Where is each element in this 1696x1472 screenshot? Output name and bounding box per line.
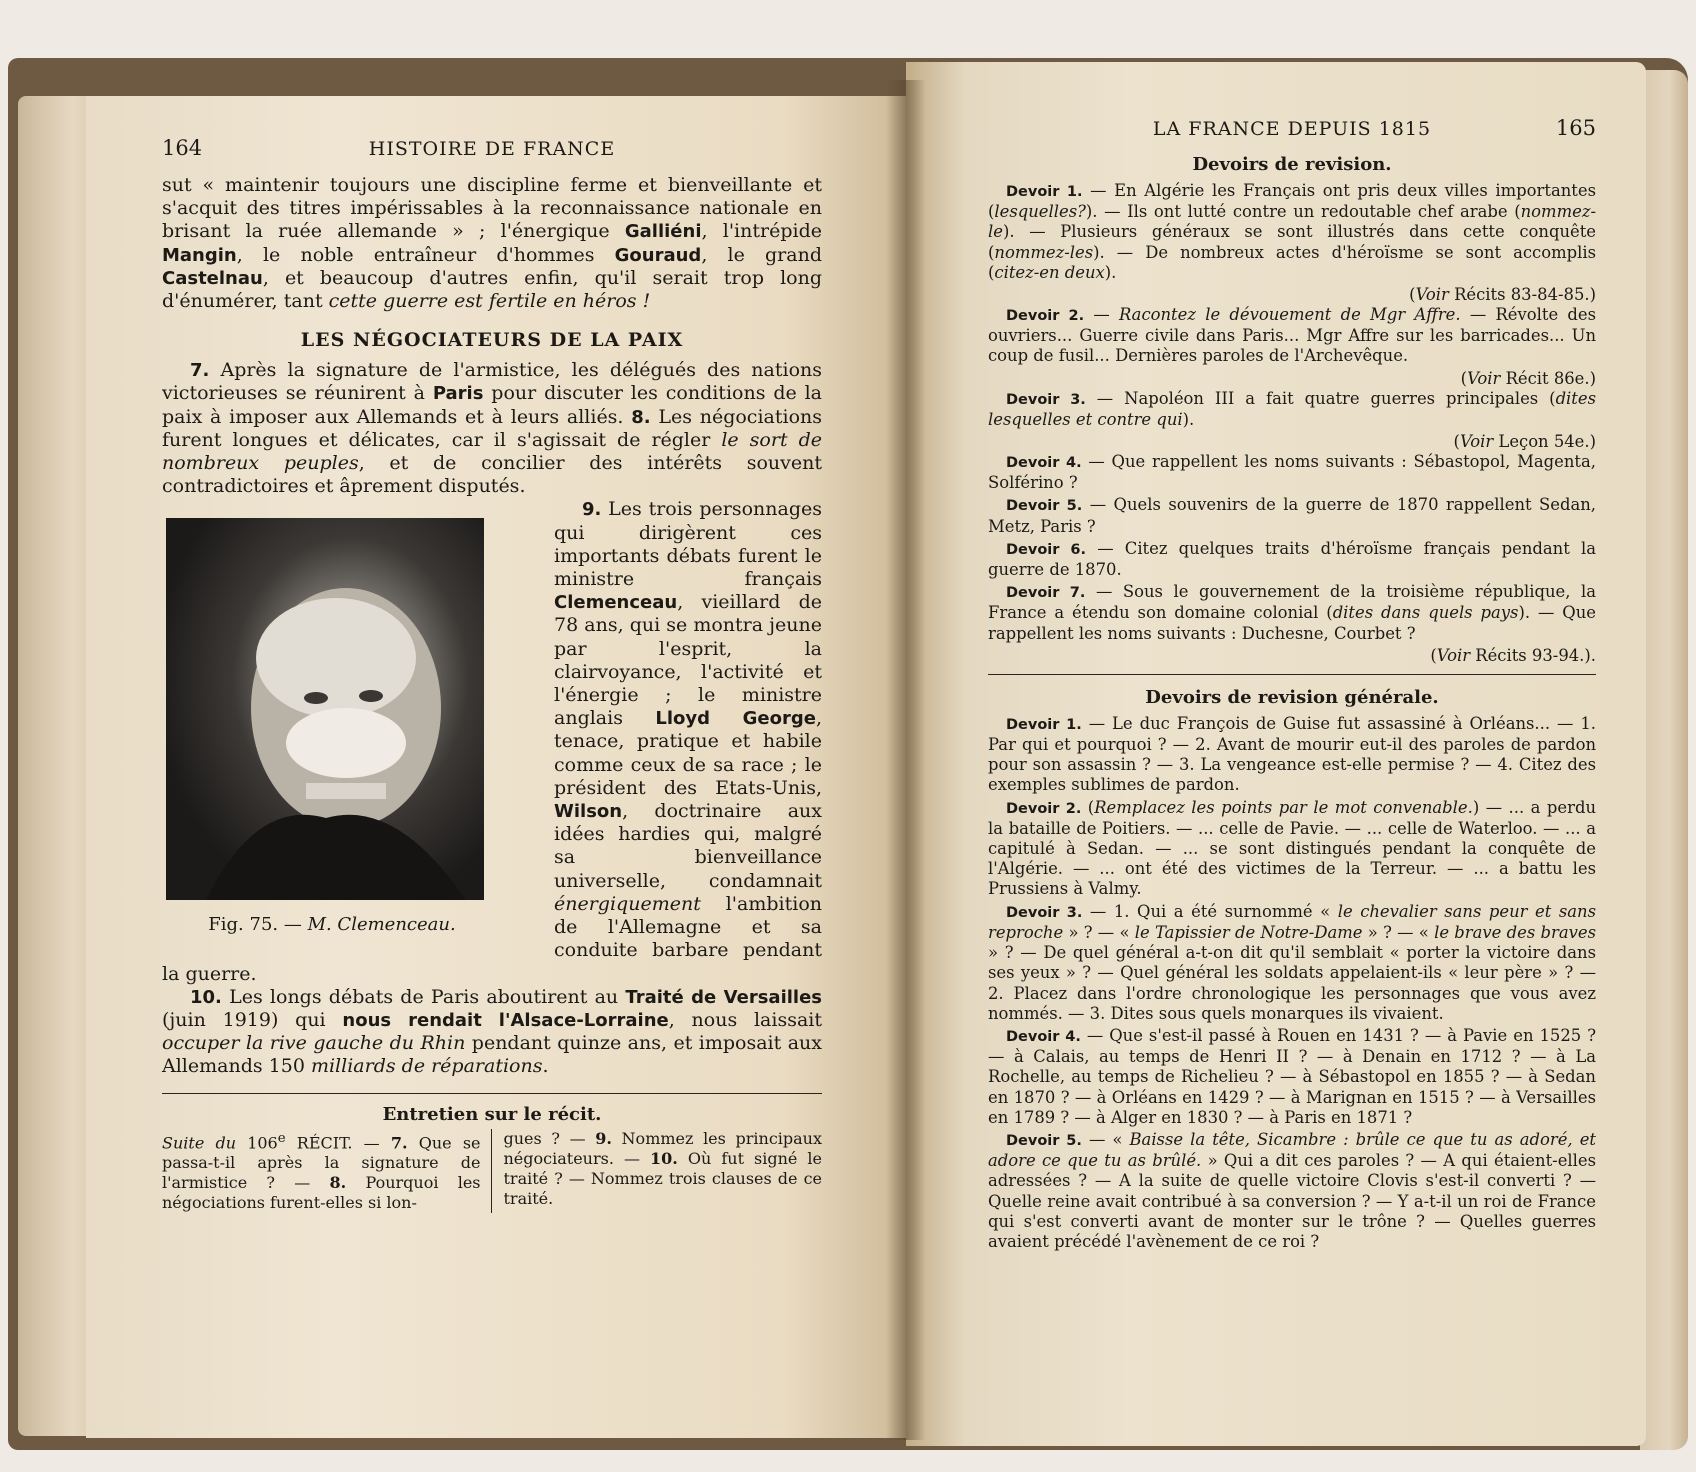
devoir-text: le Tapissier de Notre-Dame (1134, 922, 1363, 942)
devoirs-revision-generale-title: Devoirs de revision générale. (1145, 686, 1439, 708)
left-page (86, 96, 906, 1438)
devoir-text: le chevalier sans peur et sans reproche (988, 901, 1596, 942)
devoir-label: Devoir 7. (1006, 585, 1086, 602)
devoir-label: Devoir 6. (1006, 541, 1087, 558)
figure (162, 518, 532, 935)
reference-open: ( (1409, 285, 1416, 305)
devoir-text: — Citez quelques traits d'héroïsme français pendant la guerre de 1870. (988, 538, 1596, 580)
page-number: 164 (162, 136, 203, 160)
devoir-text: — 1. Qui a été surnommé « (1082, 901, 1338, 921)
entretien-title: Entretien sur le récit. (382, 1103, 602, 1125)
devoir-item (988, 714, 1596, 796)
devoir-text: ). (1104, 262, 1117, 282)
devoir-text: » ? — De quel général a-t-on dit qu'il semblait « porter la victoire dans ses yeux » ? — Quel général les soldats appelaient-ils « leur père » ? — 2. Placez dans l'ordre chronologique les personnages que vous avez nommés. — 3. Dites sous quels monarques ils vivaient. (988, 943, 1596, 1023)
devoir-label: Devoir 1. (1006, 716, 1082, 733)
running-title: HISTOIRE DE FRANCE (368, 138, 616, 160)
section-divider (988, 674, 1596, 675)
reference-voir: Voir (1415, 285, 1449, 305)
reference-open: ( (1430, 645, 1437, 665)
devoir-item (988, 305, 1596, 367)
devoir-text: — Sous le gouvernement de la troisième république, la France a étendu son domaine colonial ( (988, 582, 1596, 623)
right-running-head (988, 116, 1596, 140)
devoir-text: dites lesquelles et contre qui (988, 388, 1596, 429)
devoir-text: Baisse la tête, Sicambre : brûle ce que tu as adoré, et adore ce que tu as brûlé. (988, 1129, 1596, 1171)
reference-voir: Voir (1467, 368, 1501, 388)
paragraph-9: 9. Les trois personnages qui dirigèrent ces importants débats furent le ministre français Clemenceau, vieillard de 78 ans, qui se montra jeune par l'esprit, la clairvoyance, l'activité et l'énergie ; le ministre anglais Lloyd George, tenace, pratique et habile comme ceux de sa race ; le président des Etats-Unis, Wilson, doctrinaire aux idées hardies qui, malgré sa bienveillance universelle, condamnait énergiquement l'ambition de l'Allemagne et sa conduite barbare pendant la guerre. (162, 498, 822, 985)
devoir-reference (988, 369, 1596, 389)
devoir-item (988, 452, 1596, 493)
devoir-text: — Que s'est-il passé à Rouen en 1431 ? — à Pavie en 1525 ? — à Calais, au temps de Henri II ? — à Denain en 1712 ? — à La Rochelle, au temps de Richelieu ? — à Sébastopol en 1855 ? — à Sedan en 1870 ? — à Orléans en 1429 ? — à Marignan en 1515 ? — à Versailles en 1789 ? — à Alger en 1830 ? — à Paris en 1871 ? (988, 1025, 1596, 1127)
devoir-item (988, 181, 1596, 283)
reference-voir: Voir (1436, 645, 1471, 665)
devoir-text: Remplacez les points par le mot convenable. (1094, 797, 1473, 817)
devoir-text: ). — De nombreux actes d'héroïsme se sont accomplis ( (988, 242, 1596, 282)
devoir-label: Devoir 4. (1006, 1028, 1081, 1045)
devoir-item (988, 1130, 1596, 1252)
entretien-column-2: gues ? — 9. Nommez les principaux négociateurs. — 10. Où fut signé le traité ? — Nommez trois clauses de ce traité. (503, 1128, 823, 1208)
devoir-text: » ? — « (1362, 922, 1435, 942)
devoir-text: nommez-les (994, 242, 1094, 262)
page-number: 165 (1555, 116, 1596, 140)
devoir-text: ). (1182, 409, 1195, 429)
devoir-text: — Révolte des ouvriers... Guerre civile dans Paris... Mgr Affre sur les barricades... Un coup de fusil... Dernières paroles de l'Archevêque. (988, 305, 1597, 366)
devoir-text: » Qui a dit ces paroles ? — A qui étaient-elles adressées ? — A la suite de quelle victoire Clovis s'est-il converti ? — Quelle reine avait contribué à sa conversion ? — Y a-t-il un roi de France qui s'est converti avant de monter sur le trône ? — Quelles guerres avaient précédé l'avènement de ce roi ? (988, 1151, 1596, 1251)
devoir-label: Devoir 2. (1006, 308, 1085, 325)
intro-paragraph: sut « maintenir toujours une discipline ferme et bienveillante et s'acquit des titres impérissables à la reconnaissance nationale en brisant la ruée allemande » ; l'énergique Galliéni, l'intrépide Mangin, le noble entraîneur d'hommes Gouraud, le grand Castelnau, et beaucoup d'autres enfin, qu'il serait trop long d'énumérer, tant cette guerre est fertile en héros ! (162, 174, 822, 313)
devoir-label: Devoir 3. (1006, 904, 1083, 921)
reference-text: Récits 83-84-85.) (1448, 285, 1596, 305)
devoir-label: Devoir 2. (1006, 800, 1082, 817)
reference-open: ( (1460, 368, 1468, 388)
devoir-text: le brave des braves (1434, 922, 1596, 942)
devoir-item (988, 582, 1596, 644)
entretien-column-1: Suite du 106e RÉCIT. — 7. Que se passa-t-il après la signature de l'armistice ? — 8. Pourquoi les négociations furent-elles si lon- (162, 1129, 492, 1213)
devoir-label: Devoir 4. (1006, 455, 1082, 472)
devoir-text: — En Algérie les Français ont pris deux villes importantes ( (988, 181, 1596, 222)
devoir-item (988, 902, 1596, 1024)
clemenceau-portrait (166, 518, 484, 900)
devoir-text: lesquelles? (994, 202, 1086, 222)
devoir-text: — Que rappellent les noms suivants : Sébastopol, Magenta, Solférino ? (988, 452, 1596, 493)
devoir-text: » ? — « (1063, 922, 1135, 942)
right-page (906, 62, 1646, 1446)
figure-caption: Fig. 75. — M. Clemenceau. (208, 914, 456, 936)
section-title: LES NÉGOCIATEURS DE LA PAIX (300, 329, 684, 352)
book-gutter (886, 80, 926, 1440)
devoir-item (988, 539, 1596, 580)
devoir-text: dites dans quels pays (1332, 603, 1519, 623)
devoir-text: — Le duc François de Guise fut assassiné à Orléans... — 1. Par qui et pourquoi ? — 2. Avant de mourir eut-il des paroles de pardon pour son assassin ? — 3. La vengeance est-elle permise ? — 4. Citez des exemples sublimes de pardon. (988, 713, 1596, 795)
devoir-text: ( (1081, 797, 1095, 817)
page-edges-right (1640, 70, 1688, 1450)
devoir-text: — Quels souvenirs de la guerre de 1870 rappellent Sedan, Metz, Paris ? (988, 495, 1596, 536)
section-divider (162, 1093, 822, 1094)
devoir-label: Devoir 3. (1006, 391, 1086, 408)
devoir-reference (988, 285, 1596, 305)
devoir-text: ). — Ils ont lutté contre un redoutable chef arabe ( (1085, 202, 1521, 222)
left-running-head (162, 136, 822, 160)
devoir-label: Devoir 1. (1006, 184, 1083, 200)
devoir-reference (988, 646, 1596, 666)
devoir-item (988, 495, 1596, 536)
devoir-text: Racontez le dévouement de Mgr Affre. (1118, 305, 1461, 325)
running-title: LA FRANCE DEPUIS 1815 (1152, 118, 1432, 140)
reference-text: Récit 86e.) (1500, 368, 1596, 388)
entretien-questions (162, 1129, 822, 1213)
reference-open: ( (1453, 432, 1460, 452)
devoirs-revision-generale-list (988, 714, 1596, 1252)
devoir-text: ). — Que rappellent les noms suivants : Duchesne, Courbet ? (988, 603, 1597, 643)
devoir-text: — « (1081, 1129, 1130, 1149)
reference-text: Récits 93-94.). (1470, 645, 1596, 665)
devoir-label: Devoir 5. (1006, 498, 1083, 515)
devoir-text: nommez-le (988, 202, 1596, 242)
devoir-text: — (1084, 305, 1119, 325)
devoir-item (988, 1026, 1596, 1128)
devoirs-revision-list (988, 181, 1596, 666)
devoir-reference (988, 432, 1596, 452)
devoirs-revision-title: Devoirs de revision. (1192, 154, 1392, 175)
devoir-item (988, 389, 1596, 430)
paragraph-7: 7. Après la signature de l'armistice, les délégués des nations victorieuses se réunirent à Paris pour discuter les conditions de la paix à imposer aux Allemands et à leurs alliés. 8. Les négociations furent longues et délicates, car il s'agissait de régler le sort de nombreux peuples, et de concilier des intérêts souvent contradictoires et âprement disputés. (162, 359, 822, 498)
devoir-text: citez-en deux (994, 262, 1105, 282)
devoir-text: ). — Plusieurs généraux se sont illustrés dans cette conquête ( (988, 222, 1596, 262)
reference-text: Leçon 54e.) (1493, 432, 1596, 452)
devoir-label: Devoir 5. (1006, 1132, 1082, 1149)
devoir-text: ) — ... a perdu la bataille de Poitiers. — ... celle de Pavie. — ... celle de Waterloo. — ... a capitulé à Sedan. — ... se sont distingués pendant la conquête de l'Algérie. — ... ont été des victimes de la Terreur. — ... a battu les Prussiens à Valmy. (988, 797, 1597, 899)
reference-voir: Voir (1459, 432, 1494, 452)
paragraph-10: 10. Les longs débats de Paris aboutirent au Traité de Versailles (juin 1919) qui nous rendait l'Alsace-Lorraine, nous laissait occuper la rive gauche du Rhin pendant quinze ans, et imposait aux Allemands 150 milliards de réparations. (162, 985, 822, 1078)
devoir-text: — Napoléon III a fait quatre guerres principales ( (1085, 388, 1556, 408)
devoir-item (988, 798, 1596, 900)
